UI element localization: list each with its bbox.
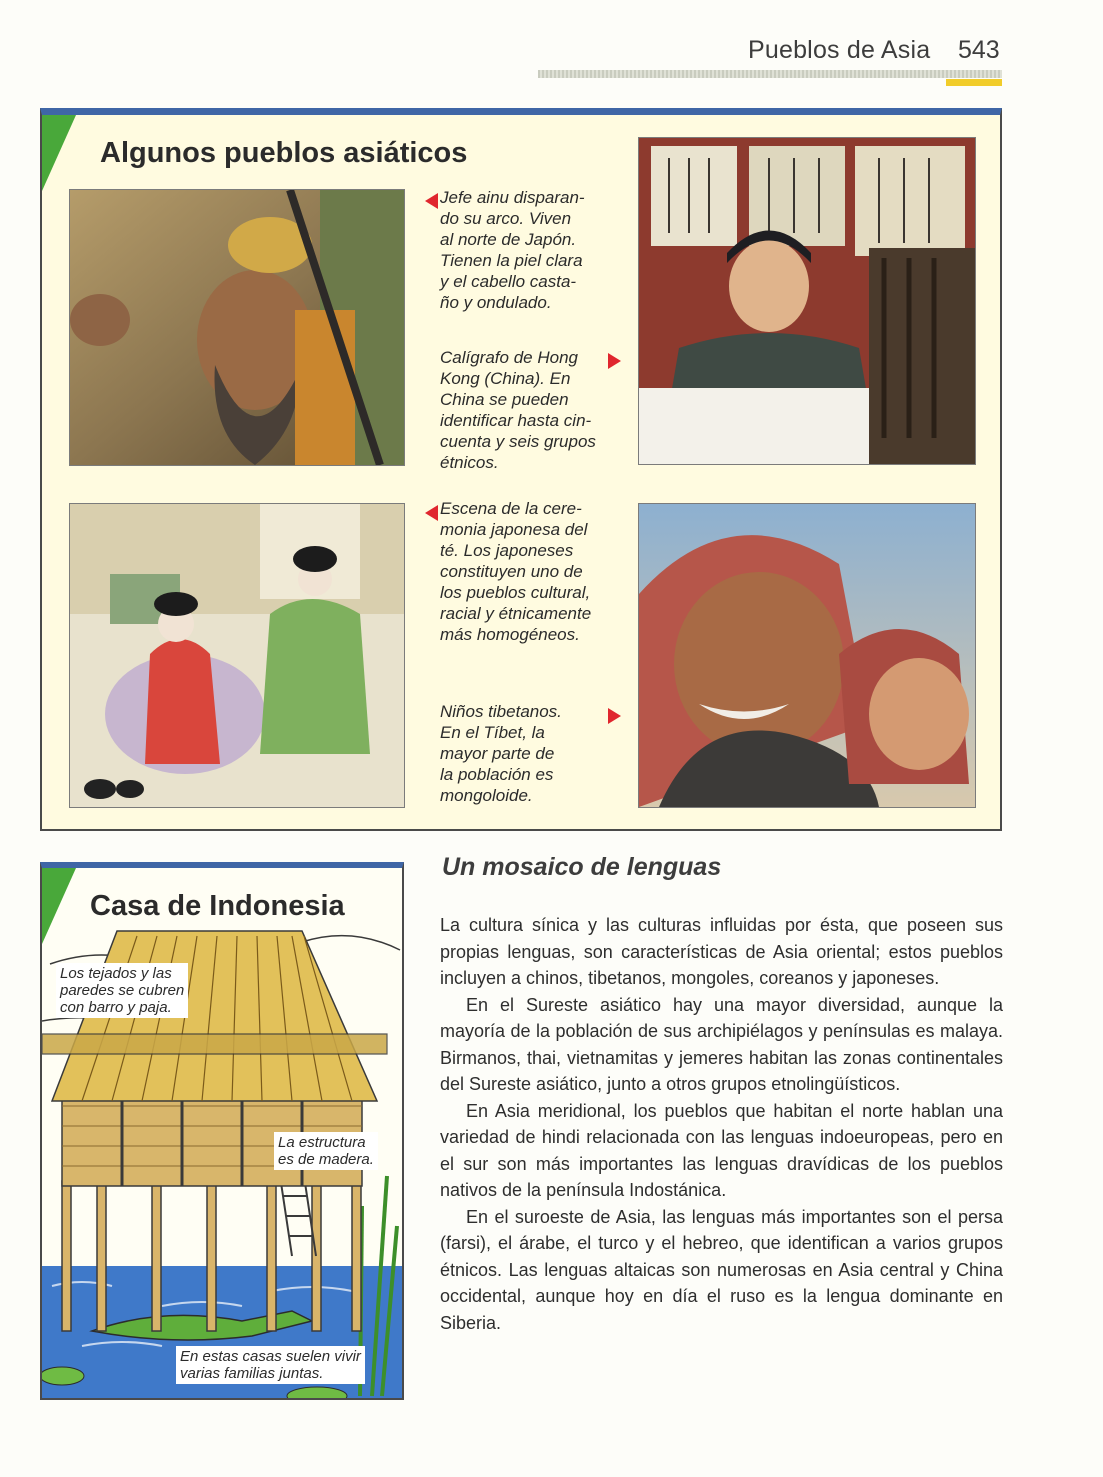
article-paragraph: En Asia meridional, los pueblos que habitan el norte hablan una variedad de hindi relacionada con las lenguas indoeuropeas, pero en el sur son más importantes las lenguas dravídicas de los pueblos nativos de la península Indostánica. xyxy=(440,1100,1003,1200)
pointer-left-icon xyxy=(425,193,438,209)
box-title: Casa de Indonesia xyxy=(90,890,345,922)
running-header-title: Pueblos de Asia xyxy=(748,36,931,64)
article-heading: Un mosaico de lenguas xyxy=(442,853,722,881)
photo-ainu-chief xyxy=(69,189,405,466)
pointer-right-icon xyxy=(608,708,621,724)
caption-tea-ceremony: Escena de la cere- monia japonesa del té. Los japoneses constituyen uno de los pueblos cultural, racial y étnicamente más homogéneos. xyxy=(440,499,592,644)
photo-tea-ceremony xyxy=(69,503,405,808)
caption-calligrapher: Calígrafo de Hong Kong (China). En China se pueden identificar hasta cin- cuenta y seis grupos étnicos. xyxy=(440,348,596,472)
article-paragraph: En el suroeste de Asia, las lenguas más importantes son el persa (farsi), el árabe, el turco y el hebreo, que identifican a varios grupos étnicos. Las lenguas altaicas son numerosas en Asia central y China occidental, aunque hoy en día el ruso es la lengua dominante en Siberia. xyxy=(440,1206,1003,1333)
indonesian-house-box xyxy=(40,862,404,1400)
label-wood-structure: La estructura es de madera. xyxy=(274,1132,378,1170)
header-rule xyxy=(538,70,1002,78)
green-corner-marker xyxy=(42,115,76,191)
article-paragraph: En el Sureste asiático hay una mayor diversidad, aunque la mayoría de la población de sus archipiélagos y penínsulas es malaya. Birmanos, thai, vietnamitas y jemeres habitan las zonas continentales del Sureste asiático, junto a otros grupos etnolingüísticos. xyxy=(440,994,1003,1094)
caption-tibetan-children: Niños tibetanos. En el Tíbet, la mayor parte de la población es mongoloide. xyxy=(440,702,562,805)
box-title: Algunos pueblos asiáticos xyxy=(100,137,468,169)
caption-ainu: Jefe ainu disparan- do su arco. Viven al norte de Japón. Tienen la piel clara y el cabello casta- ño y ondulado. xyxy=(440,188,585,312)
photo-calligrapher xyxy=(638,137,976,465)
photo-tibetan-children xyxy=(638,503,976,808)
article-paragraph: La cultura sínica y las culturas influidas por ésta, que poseen sus propias lenguas, son características de Asia oriental; estos pueblos incluyen a chinos, tibetanos, mongoles, coreanos y japoneses. xyxy=(440,915,1003,988)
page-number: 543 xyxy=(958,36,1000,64)
asian-peoples-box xyxy=(40,108,1002,831)
label-families: En estas casas suelen vivir varias familias juntas. xyxy=(176,1346,365,1384)
article-body xyxy=(440,912,1003,1336)
pointer-left-icon xyxy=(425,505,438,521)
label-roof-walls: Los tejados y las paredes se cubren con barro y paja. xyxy=(56,963,188,1018)
header-yellow-bar xyxy=(946,79,1002,86)
pointer-right-icon xyxy=(608,353,621,369)
